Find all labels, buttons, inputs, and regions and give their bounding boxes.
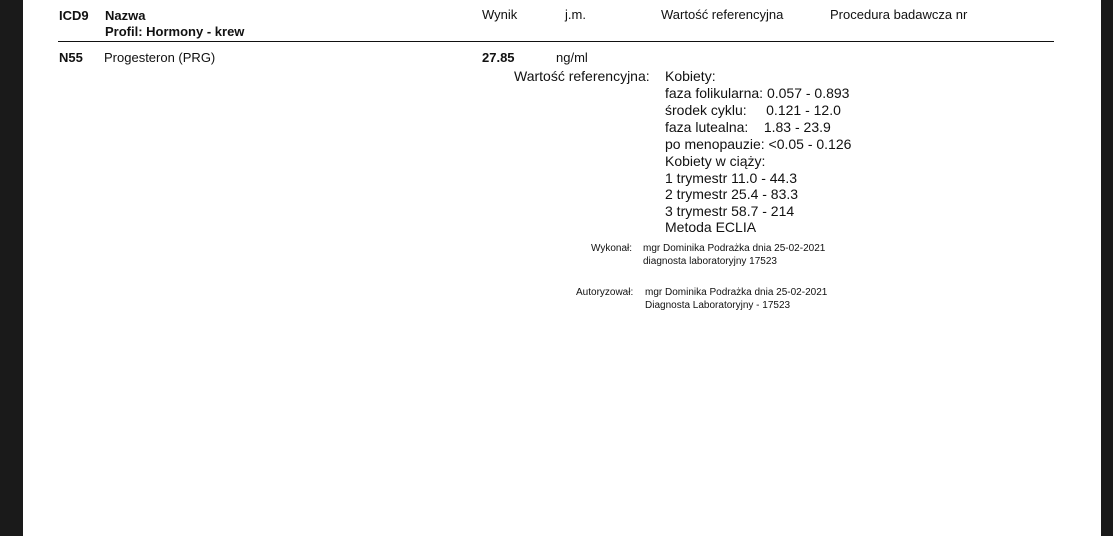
autoryzowal-name: mgr Dominika Podrażka dnia 25-02-2021: [645, 287, 828, 298]
header-profil: Profil: Hormony - krew: [105, 24, 245, 39]
reference-method: Metoda ECLIA: [665, 219, 757, 235]
reference-line: Kobiety:: [665, 68, 716, 84]
lab-report-page: [23, 0, 1101, 536]
wykonal-label: Wykonał:: [591, 243, 633, 254]
header-jm: j.m.: [565, 7, 586, 22]
header-nazwa: Nazwa: [105, 8, 146, 23]
autoryzowal-title: Diagnosta Laboratoryjny - 17523: [645, 300, 791, 311]
reference-line: faza lutealna: 1.83 - 23.9: [665, 119, 831, 135]
header-wartosc-referencyjna: Wartość referencyjna: [661, 7, 784, 22]
result-name: Progesteron (PRG): [104, 50, 216, 65]
header-divider: [58, 41, 1054, 42]
header-wynik: Wynik: [482, 7, 518, 22]
reference-line: środek cyklu: 0.121 - 12.0: [665, 102, 841, 118]
header-procedura: Procedura badawcza nr: [830, 7, 968, 22]
reference-line: 1 trymestr 11.0 - 44.3: [665, 170, 798, 186]
result-code: N55: [59, 50, 83, 65]
reference-line: faza folikularna: 0.057 - 0.893: [665, 85, 850, 101]
reference-line: 2 trymestr 25.4 - 83.3: [665, 186, 799, 202]
wykonal-title: diagnosta laboratoryjny 17523: [643, 256, 777, 267]
header-icd9: ICD9: [59, 8, 89, 23]
reference-label: Wartość referencyjna:: [514, 68, 650, 84]
autoryzowal-label: Autoryzował:: [576, 287, 634, 298]
reference-line: po menopauzie: <0.05 - 0.126: [665, 136, 852, 152]
result-unit: ng/ml: [556, 50, 588, 65]
result-value: 27.85: [482, 50, 515, 65]
reference-line: Kobiety w ciąży:: [665, 153, 766, 169]
reference-line: 3 trymestr 58.7 - 214: [665, 203, 795, 219]
wykonal-name: mgr Dominika Podrażka dnia 25-02-2021: [643, 243, 826, 254]
